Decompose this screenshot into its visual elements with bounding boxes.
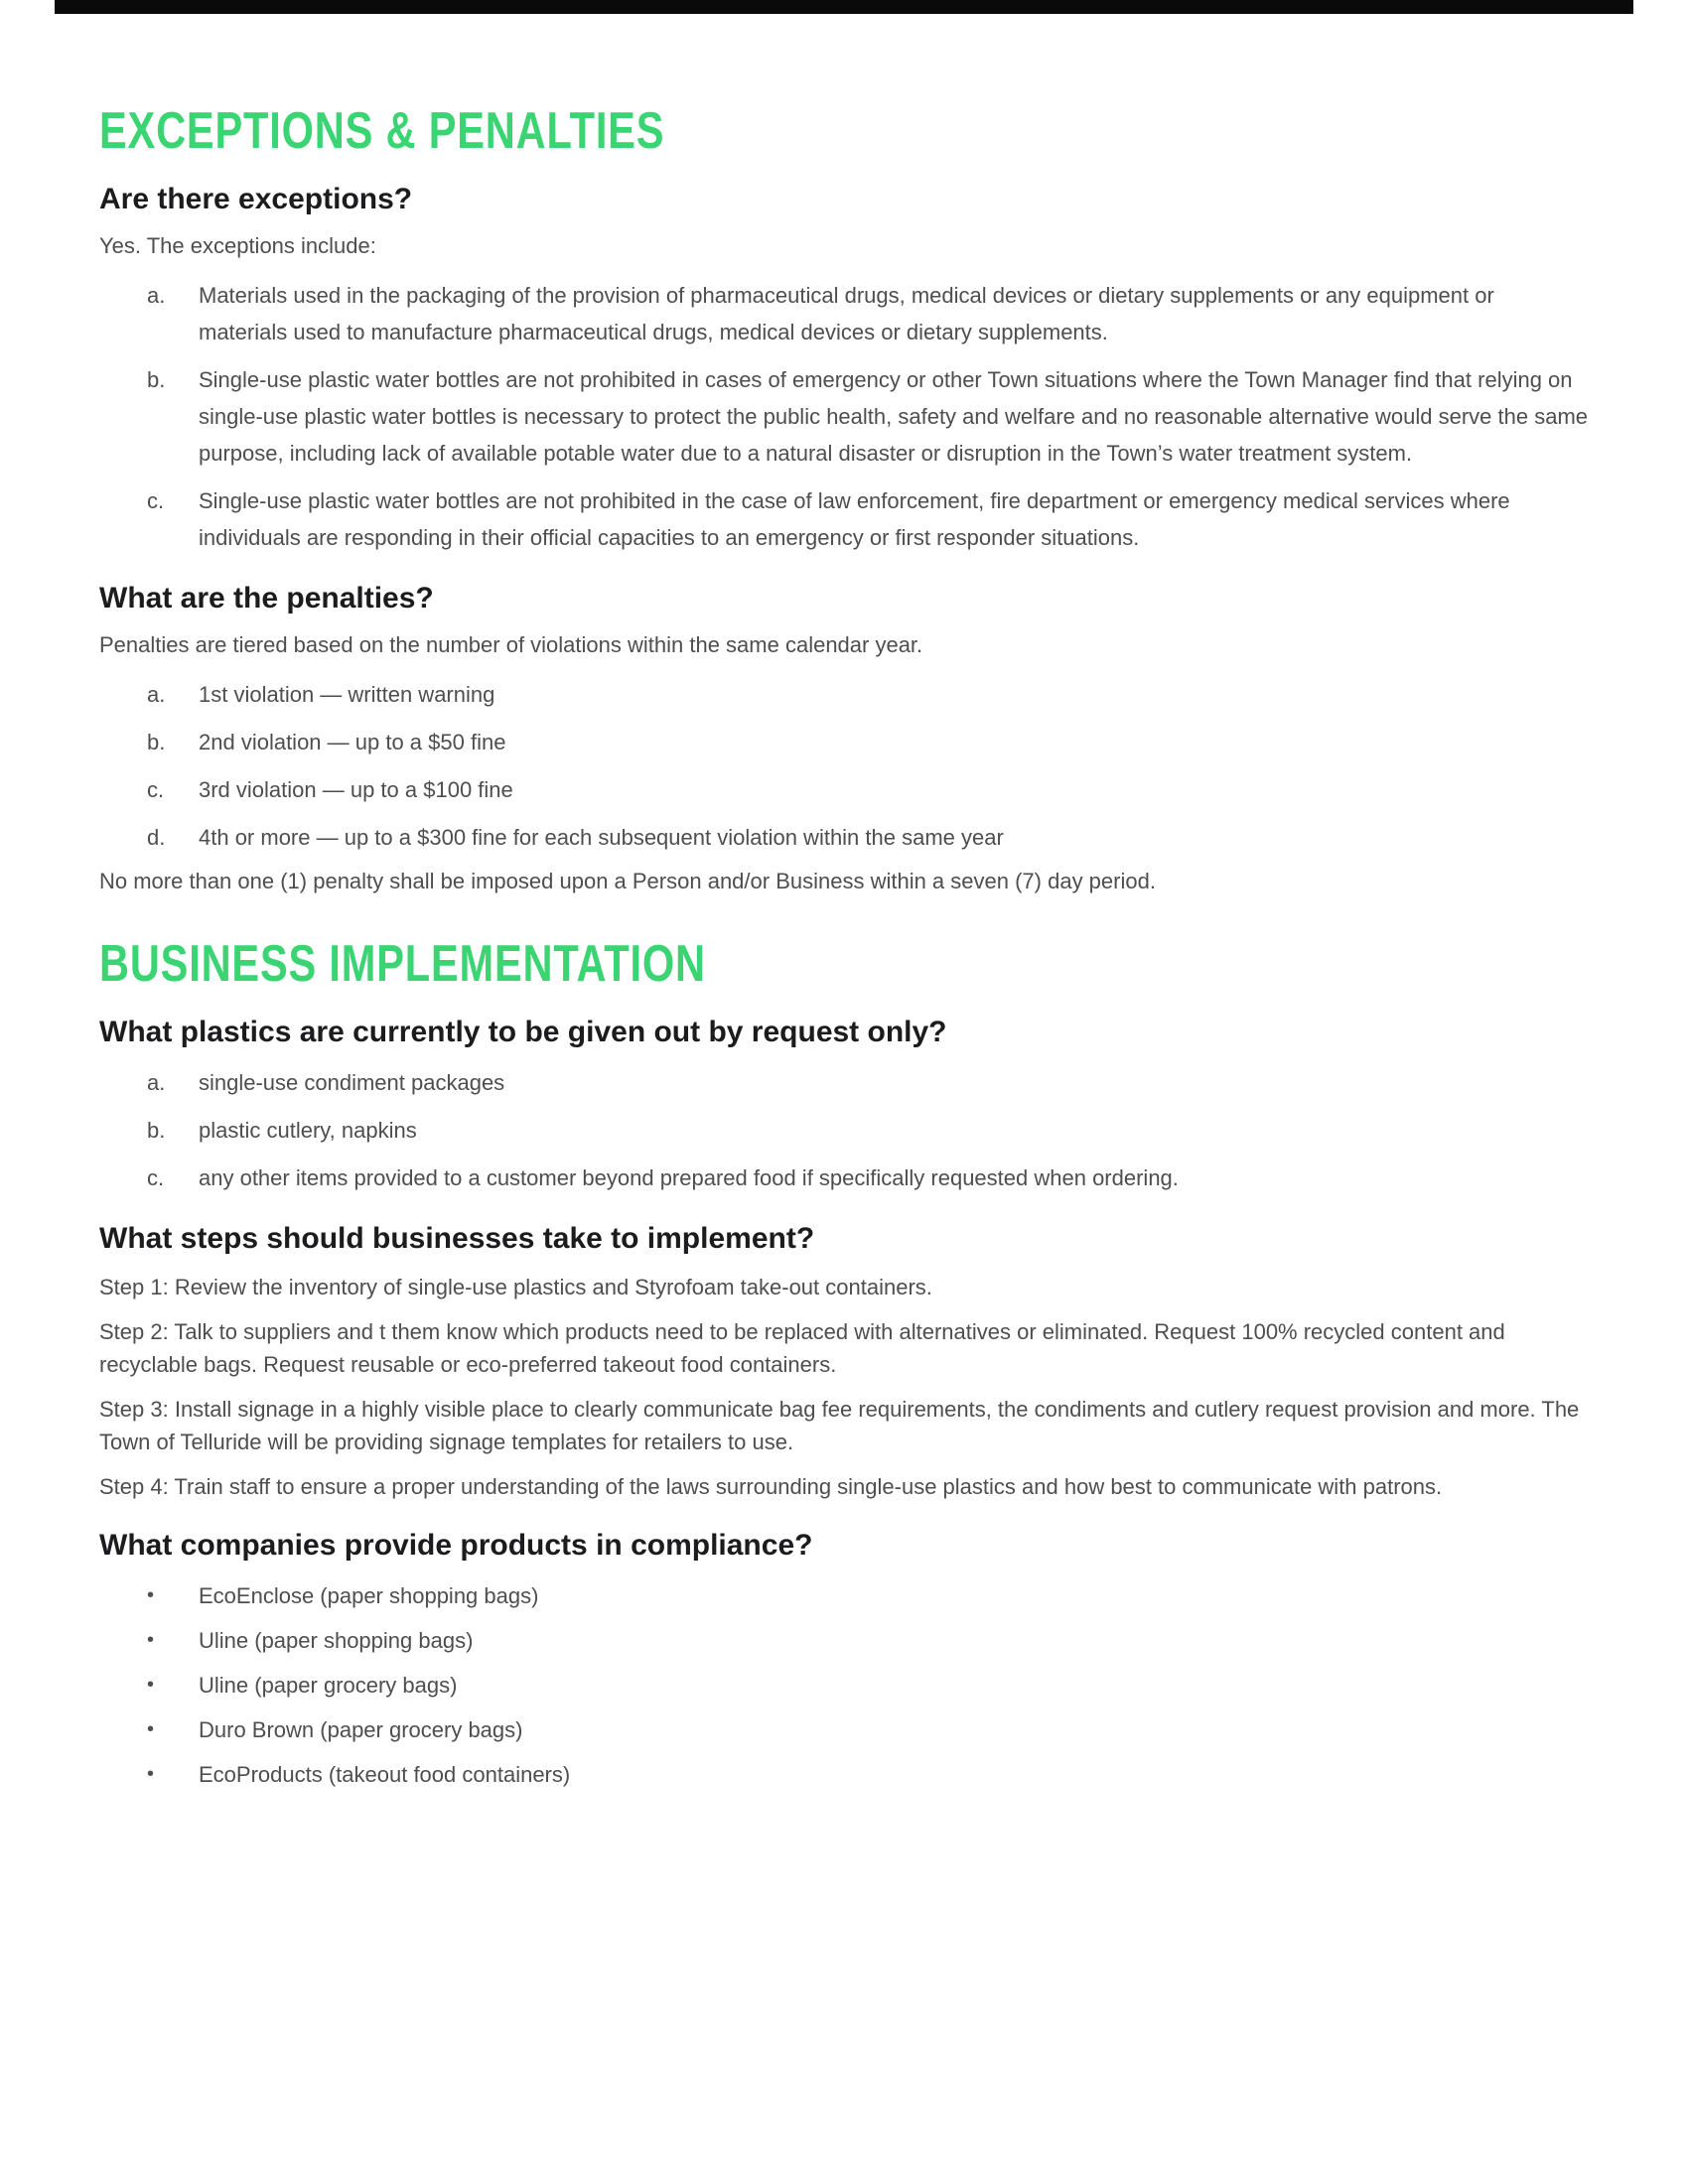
penalties-intro: Penalties are tiered based on the number of violations within the same calendar year. [99, 632, 923, 657]
list-item-text: Materials used in the packaging of the provision of pharmaceutical drugs, medical devices or dietary supplements or any equipment or materials used to manufacture pharmaceutical drugs, medical devices or dietary supplements. [199, 283, 1494, 344]
list-item [99, 724, 1589, 760]
bullet-icon: • [147, 1763, 155, 1785]
list-marker: b. [147, 730, 166, 754]
list-item [99, 1667, 1589, 1704]
penalties-note: No more than one (1) penalty shall be imposed upon a Person and/or Business within a seven (7) day period. [99, 869, 1156, 893]
exceptions-intro: Yes. The exceptions include: [99, 233, 376, 258]
list-item-text: EcoProducts (takeout food containers) [199, 1762, 571, 1787]
implementation-step: Step 1: Review the inventory of single-use plastics and Styrofoam take-out containers. [99, 1275, 932, 1299]
section-heading-text: EXCEPTIONS & PENALTIES [99, 102, 665, 160]
list-item [99, 771, 1589, 808]
list-item-text: 4th or more — up to a $300 fine for each subsequent violation within the same year [199, 825, 1004, 850]
list-item [99, 482, 1589, 556]
bullet-icon: • [147, 1718, 155, 1740]
list-item-text: Uline (paper grocery bags) [199, 1673, 458, 1698]
question-are-there-exceptions: Are there exceptions? [99, 183, 413, 215]
bullet-icon: • [147, 1674, 155, 1696]
list-item [99, 1711, 1589, 1748]
implementation-step: Step 4: Train staff to ensure a proper understanding of the laws surrounding single-use plastics and how best to communicate with patrons. [99, 1474, 1443, 1499]
implementation-step: Step 3: Install signage in a highly visible place to clearly communicate bag fee requirements, the condiments and cutlery request provision and more. The Town of Telluride will be providing signage templates for retailers to use. [99, 1397, 1580, 1454]
penalties-list [99, 676, 1589, 856]
bullet-icon: • [147, 1629, 155, 1651]
list-marker: b. [147, 1118, 166, 1143]
implementation-step: Step 2: Talk to suppliers and t them know which products need to be replaced with alternatives or eliminated. Request 100% recycled content and recyclable bags. Request reusable or eco-preferred takeout food containers. [99, 1319, 1505, 1377]
list-item-text: 1st violation — written warning [199, 682, 495, 707]
list-item [99, 1112, 1589, 1149]
list-item-text: any other items provided to a customer beyond prepared food if specifically requested when ordering. [199, 1165, 1179, 1190]
list-item-text: Duro Brown (paper grocery bags) [199, 1717, 523, 1742]
list-item [99, 1064, 1589, 1101]
list-item [99, 1756, 1589, 1793]
list-marker: c. [147, 777, 165, 802]
compliant-companies-list [99, 1577, 1589, 1793]
list-item-text: plastic cutlery, napkins [199, 1118, 417, 1143]
list-item-text: 2nd violation — up to a $50 fine [199, 730, 506, 754]
list-item-text: single-use condiment packages [199, 1070, 505, 1095]
list-item-text: Uline (paper shopping bags) [199, 1628, 474, 1653]
question-implementation-steps: What steps should businesses take to implement? [99, 1222, 815, 1255]
question-what-are-penalties: What are the penalties? [99, 582, 434, 614]
list-item [99, 277, 1589, 350]
list-item [99, 676, 1589, 713]
list-item-text: Single-use plastic water bottles are not prohibited in cases of emergency or other Town situations where the Town Manager find that relying on single-use plastic water bottles is necessary to protect the public health, safety and welfare and no reasonable alternative would serve the same purpose, including lack of available potable water due to a natural disaster or disruption in the Town’s water treatment system. [199, 367, 1589, 466]
list-item-text: 3rd violation — up to a $100 fine [199, 777, 513, 802]
list-marker: a. [147, 682, 166, 707]
exceptions-list [99, 277, 1589, 556]
list-item [99, 1622, 1589, 1659]
section-heading-text: BUSINESS IMPLEMENTATION [99, 935, 706, 993]
list-item [99, 1160, 1589, 1196]
list-item-text: EcoEnclose (paper shopping bags) [199, 1583, 539, 1608]
section-heading-exceptions-penalties [99, 102, 1589, 160]
list-item [99, 1577, 1589, 1614]
list-item-text: Single-use plastic water bottles are not prohibited in the case of law enforcement, fire department or emergency medical services where individuals are responding in their official capacities to an emergency or first responder situations. [199, 488, 1510, 550]
question-compliant-companies: What companies provide products in compliance? [99, 1529, 813, 1562]
list-marker: d. [147, 825, 166, 850]
list-marker: c. [147, 1165, 165, 1190]
list-marker: c. [147, 488, 165, 513]
list-marker: b. [147, 367, 166, 392]
bullet-icon: • [147, 1584, 155, 1606]
question-request-only-plastics: What plastics are currently to be given out by request only? [99, 1016, 947, 1048]
request-only-list [99, 1064, 1589, 1196]
list-marker: a. [147, 283, 166, 308]
list-marker: a. [147, 1070, 166, 1095]
section-heading-business-implementation [99, 935, 1589, 993]
list-item [99, 819, 1589, 856]
page-content [99, 0, 1589, 1801]
list-item [99, 361, 1589, 472]
